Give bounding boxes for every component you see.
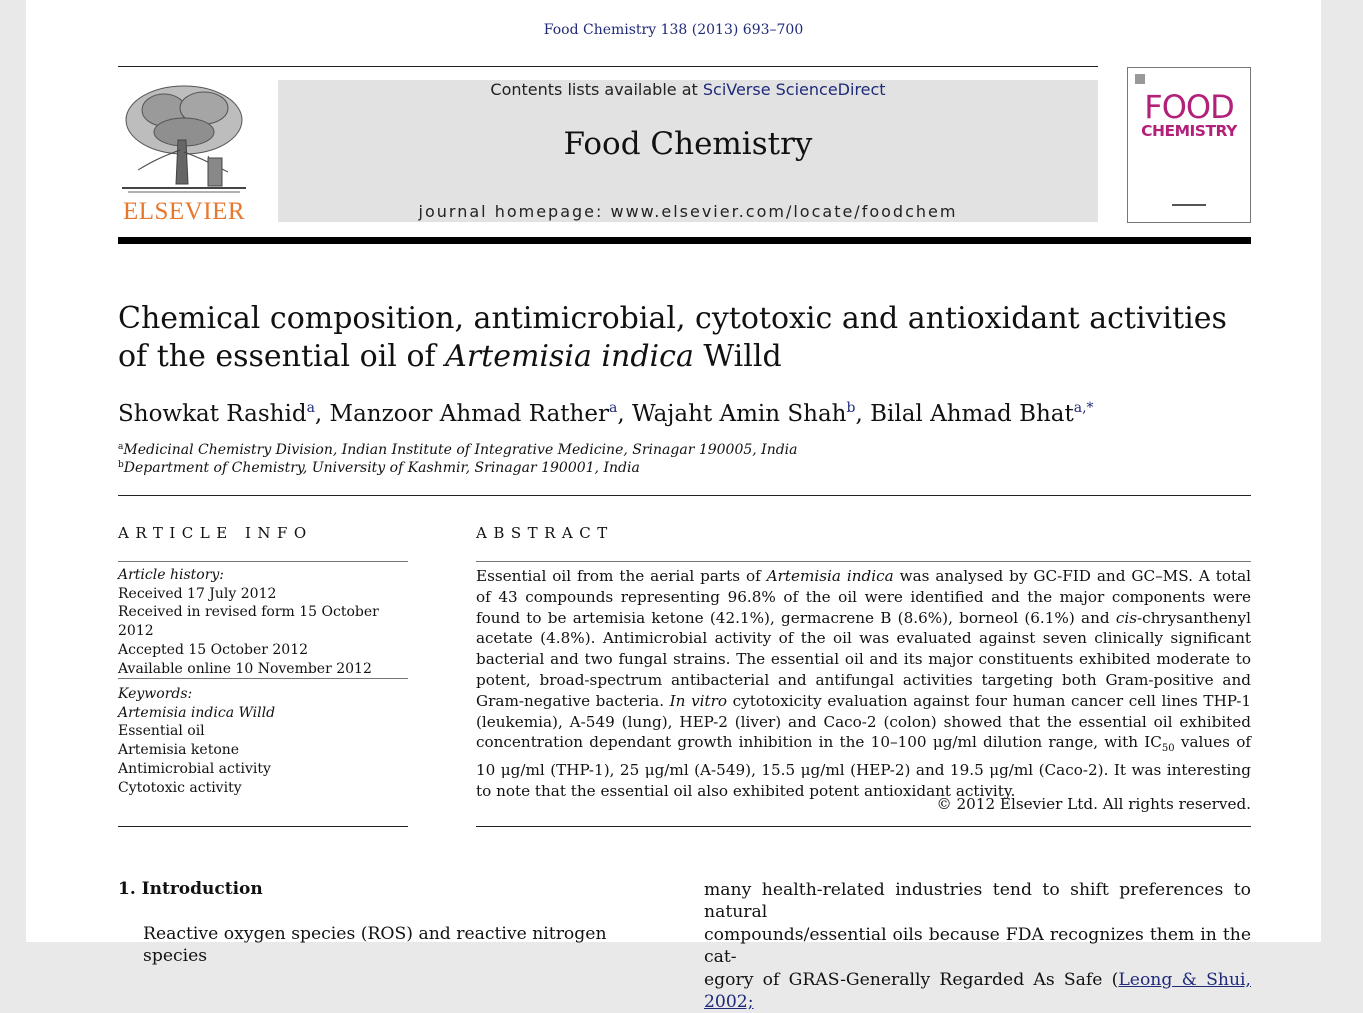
elsevier-logo[interactable] xyxy=(118,80,250,225)
keyword-item: Artemisia indica Willd xyxy=(118,704,276,721)
affiliation-marker: b xyxy=(118,460,124,470)
reference-link[interactable]: Leong & Shui, 2002; xyxy=(704,969,1251,1013)
author-list xyxy=(118,393,1238,429)
history-item: Available online 10 November 2012 xyxy=(118,660,372,677)
left-column-text xyxy=(143,923,665,968)
article-info-heading: ARTICLE INFO xyxy=(118,524,313,542)
history-item: Received in revised form 15 October 2012 xyxy=(118,604,379,640)
keywords-block xyxy=(118,685,408,797)
author-affiliation-sup[interactable]: b xyxy=(846,400,856,416)
introduction-heading: 1. Introduction xyxy=(118,879,263,899)
journal-title: Food Chemistry xyxy=(563,126,813,162)
sciencedirect-link[interactable]: SciVerse ScienceDirect xyxy=(702,80,886,99)
affiliation-text: Medicinal Chemistry Division, Indian Institute of Integrative Medicine, Srinagar 190005, India xyxy=(123,442,798,458)
history-item: Accepted 15 October 2012 xyxy=(118,641,309,658)
keyword-item: Essential oil xyxy=(118,723,205,740)
abstract-segment: values of 10 μg/ml (THP-1), 25 μg/ml (A-549), 15.5 μg/ml (HEP-2) and 19.5 μg/ml (Caco-2). It was interesting to note that the essential oil also exhibited potent antioxidant activity. xyxy=(476,733,1251,800)
right-column-text xyxy=(704,879,1251,1013)
history-rule xyxy=(118,678,408,679)
abstract-segment: was analysed by GC-FID and GC–MS. A total of 43 compounds representing 96.8% of the oil were identified and the major components were found to be artemisia ketone (42.1%), germacrene B (8.6%), borneol (6.1%) and xyxy=(476,567,1251,627)
author-name[interactable]: Manzoor Ahmad Rather xyxy=(329,401,609,427)
title-text: Chemical composition, antimicrobial, cytotoxic and antioxidant activities of the essential oil of xyxy=(118,301,1227,374)
abstract-heading: ABSTRACT xyxy=(476,524,614,542)
author-affiliation-sup[interactable]: a xyxy=(608,400,618,416)
abstract-italic-cis: cis xyxy=(1115,608,1138,627)
author-name[interactable]: Wajaht Amin Shah xyxy=(631,401,847,427)
elsevier-wordmark: ELSEVIER xyxy=(122,198,246,225)
title-species: Artemisia indica xyxy=(445,339,694,374)
header-bottom-rule xyxy=(118,237,1251,244)
journal-banner xyxy=(278,80,1098,222)
abstract-species: Artemisia indica xyxy=(766,567,894,585)
abstract-text xyxy=(476,566,1251,802)
history-item: Received 17 July 2012 xyxy=(118,585,277,602)
journal-homepage-link[interactable]: journal homepage: www.elsevier.com/locate/foodchem xyxy=(418,202,958,221)
author-name[interactable]: Showkat Rashid xyxy=(118,401,307,427)
author-separator: , xyxy=(314,401,330,427)
abstract-rule xyxy=(476,561,1251,562)
keywords-label: Keywords: xyxy=(118,686,193,702)
article-title xyxy=(118,300,1238,376)
ic50-subscript: 50 xyxy=(1161,743,1175,755)
author-affiliation-sup[interactable]: a xyxy=(306,400,315,416)
article-page xyxy=(26,0,1321,1013)
right-column-line-prefix: egory of GRAS-Generally Regarded As Safe ( xyxy=(704,969,1119,990)
cover-title-chemistry: CHEMISTRY xyxy=(1141,122,1237,140)
copyright-notice: © 2012 Elsevier Ltd. All rights reserved. xyxy=(936,795,1251,813)
left-column-line: Reactive oxygen species (ROS) and reactive nitrogen species xyxy=(143,924,607,967)
elsevier-tree-icon xyxy=(118,80,250,198)
right-column-line: compounds/essential oils because FDA recognizes them in the cat- xyxy=(704,924,1251,968)
abstract-segment: Essential oil from the aerial parts of xyxy=(476,567,767,585)
keyword-item: Artemisia ketone xyxy=(118,742,240,759)
article-info-bottom-rule xyxy=(118,826,408,827)
abstract-segment: cytotoxicity evaluation against four human cancer cell lines THP-1 (leukemia), A-549 (lung), HEP-2 (liver) and Caco-2 (colon) showed that the essential oil exhibited concentration dependant growth inhibition in the 10–100 μg/ml dilution range, with IC xyxy=(476,691,1251,752)
abstract-segment: -chrysanthenyl acetate (4.8%). Antimicrobial activity of the oil was evaluated against seven clinically significant bacterial and two fungal strains. The essential oil and its major constituents exhibited moderate to potent, broad-spectrum antibacterial and antifungal activities targeting both Gram-positive and Gram-negative bacteria. xyxy=(476,608,1251,710)
author-separator: , xyxy=(855,401,871,427)
affiliation-b xyxy=(118,456,1238,477)
history-label: Article history: xyxy=(118,567,225,583)
contents-prefix: Contents lists available at xyxy=(490,80,703,99)
journal-citation[interactable]: Food Chemistry 138 (2013) 693–700 xyxy=(543,22,804,38)
author-separator: , xyxy=(617,401,632,427)
author-name[interactable]: Bilal Ahmad Bhat xyxy=(870,401,1074,427)
cover-publisher-icon xyxy=(1135,74,1145,84)
header-top-rule xyxy=(118,66,1098,67)
right-column-line xyxy=(704,969,1251,1013)
affiliations-rule xyxy=(118,495,1251,496)
abstract-bottom-rule xyxy=(476,826,1251,827)
affiliation-marker: a xyxy=(118,442,124,452)
cover-footer-line xyxy=(1172,204,1206,206)
title-suffix: Willd xyxy=(693,339,782,374)
cover-title-food: FOOD xyxy=(1144,88,1234,126)
contents-line xyxy=(278,80,1098,100)
journal-cover-thumbnail[interactable] xyxy=(1127,67,1251,223)
affiliation-text: Department of Chemistry, University of Kashmir, Srinagar 190001, India xyxy=(123,460,640,476)
keyword-item: Cytotoxic activity xyxy=(118,779,242,796)
article-history xyxy=(118,566,408,678)
right-column-line: many health-related industries tend to shift preferences to natural xyxy=(704,880,1251,923)
author-affiliation-sup[interactable]: a,* xyxy=(1073,400,1094,416)
keyword-item: Antimicrobial activity xyxy=(118,760,271,777)
article-info-rule xyxy=(118,561,408,562)
abstract-italic-invitro: In vitro xyxy=(669,691,728,710)
